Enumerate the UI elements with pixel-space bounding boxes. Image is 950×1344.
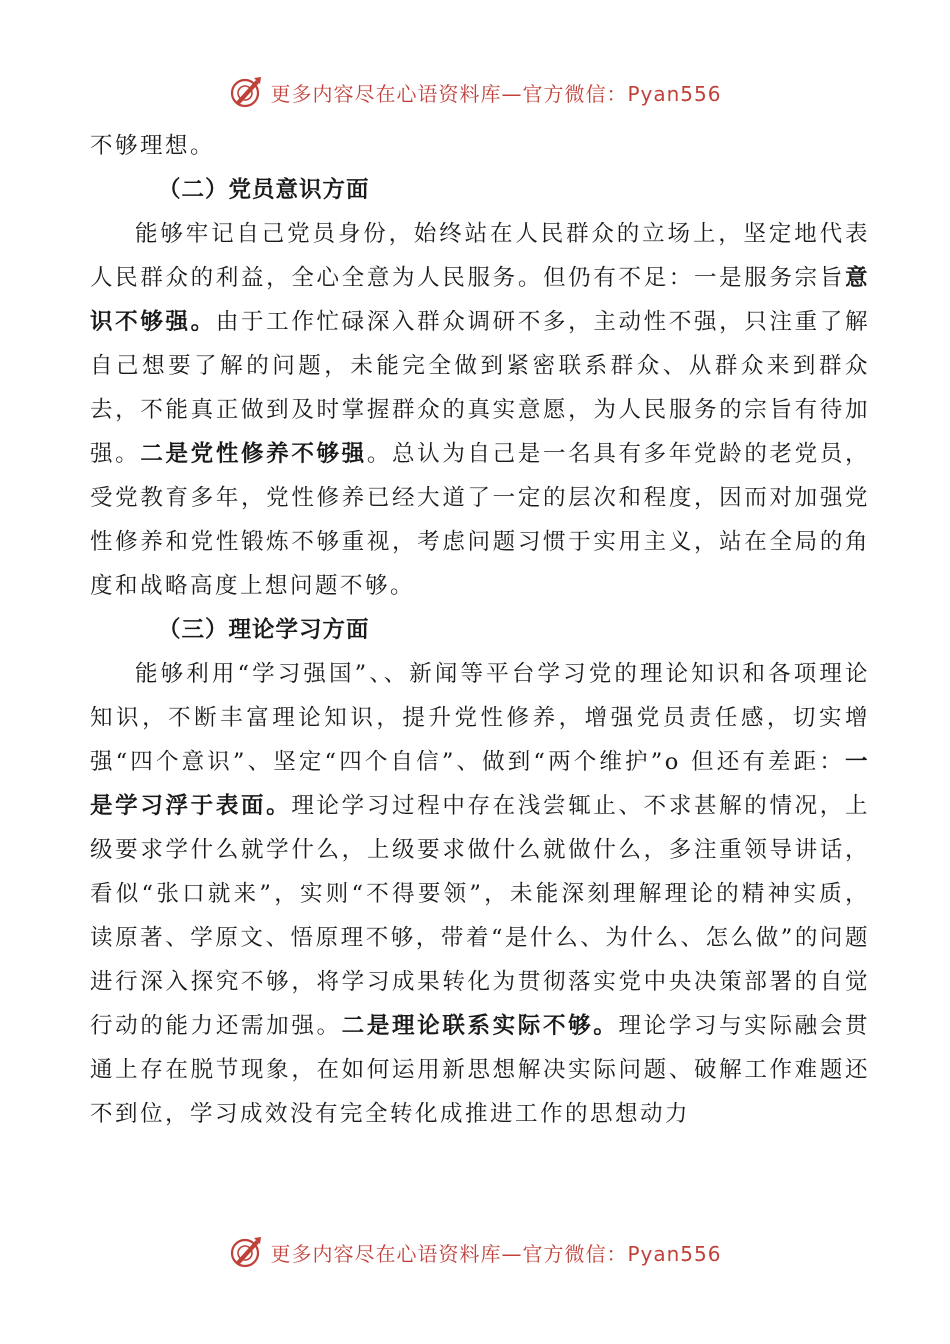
paragraph-theory-study [90, 652, 870, 1136]
text-segment: 。总认为自己是一名具有多年党龄的老党员，受党教育多年，党性修养已经大道了一定的层次和程度，因而对加强党性修养和党性锻炼不够重视，考虑问题习惯于实用主义，站在全局的角度和战略高度上想问题不够。 [90, 441, 870, 599]
text-segment: 能够牢记自己党员身份，始终站在人民群众的立场上，坚定地代表人民群众的利益，全心全意为人民服务。但仍有不足：一是服务宗旨 [90, 221, 870, 291]
text-segment: 理论学习与实际融会贯通上存在脱节现象，在如何运用新思想解决实际问题、破解工作难题还不到位，学习成效没有完全转化成推进工作的思想动力 [90, 1013, 870, 1127]
logo-icon [228, 1234, 264, 1270]
bold-segment: 二是理论联系实际不够。 [341, 1013, 619, 1039]
paragraph-party-awareness [90, 212, 870, 608]
text-segment: 能够利用“学习强国”、、新闻等平台学习党的理论知识和各项理论知识，不断丰富理论知识，提升党性修养，增强党员责任感，切实增强“四个意识”、坚定“四个自信”、做到“两个维护”o 但还有差距： [90, 661, 870, 775]
logo-icon [228, 74, 264, 110]
document-body [90, 124, 870, 1136]
footer-watermark [0, 1232, 950, 1272]
bold-segment: 二是党性修养不够强 [140, 441, 367, 467]
section-heading-party-awareness: （二）党员意识方面 [158, 177, 370, 203]
text-segment: 理论学习过程中存在浅尝辄止、不求甚解的情况，上级要求学什么就学什么，上级要求做什么就做什么，多注重领导讲话，看似“张口就来”，实则“不得要领”，未能深刻理解理论的精神实质，读原著、学原文、悟原理不够，带着“是什么、为什么、怎么做”的问题进行深入探究不够，将学习成果转化为贯彻落实党中央决策部署的自觉行动的能力还需加强。 [90, 793, 870, 1039]
watermark-text: 更多内容尽在心语资料库—官方微信：Pyan556 [270, 1241, 722, 1266]
header-watermark [0, 72, 950, 112]
paragraph-continuation: 不够理想。 [90, 133, 216, 159]
bold-segment: 一是学习浮于表面。 [90, 749, 870, 819]
text-segment: 由于工作忙碌深入群众调研不多，主动性不强，只注重了解自己想要了解的问题，未能完全做到紧密联系群众、从群众来到群众去，不能真正做到及时掌握群众的真实意愿，为人民服务的宗旨有待加强。 [90, 309, 870, 467]
watermark-text: 更多内容尽在心语资料库—官方微信：Pyan556 [270, 81, 722, 106]
bold-segment: 意识不够强。 [90, 265, 870, 335]
section-heading-theory-study: （三）理论学习方面 [158, 617, 370, 643]
